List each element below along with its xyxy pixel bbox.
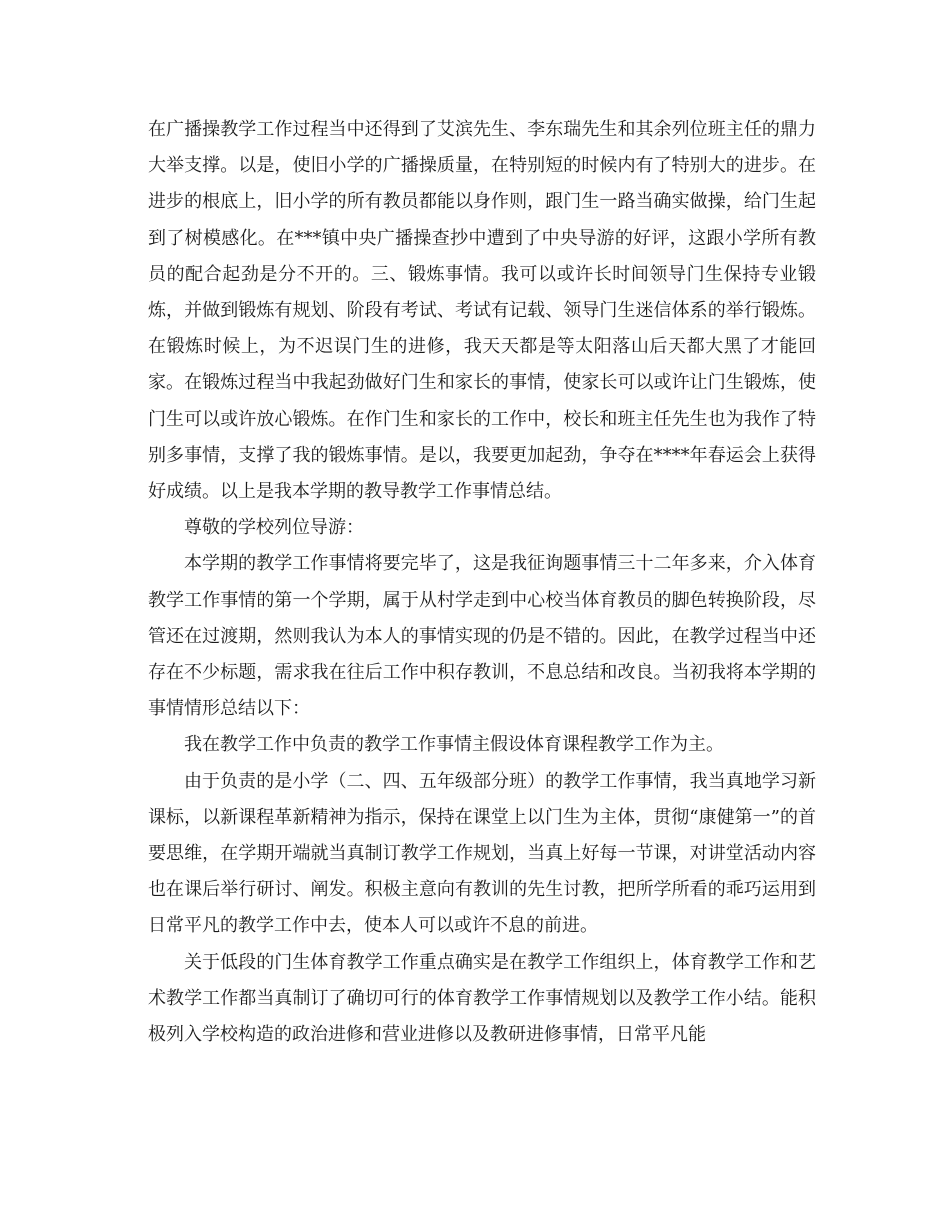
paragraph-semester-intro: 本学期的教学工作事情将要完毕了，这是我征询题事情三十二年多来，介入体育教学工作事情的第一个学期，属于从村学走到中心校当体育教员的脚色转换阶段，尽管还在过渡期，然则我认为本人的事情实现的仍是不错的。因此，在教学过程当中还存在不少标题，需求我在往后工作中积存教训，不息总结和改良。当初我将本学期的事情情形总结以下： [148, 553, 816, 720]
paragraph-teaching-duty: 我在教学工作中负责的教学工作事情主假设体育课程教学工作为主。 [184, 734, 724, 756]
document-page [148, 112, 816, 1053]
paragraph-broadcast-exercise-summary: 在广播操教学工作过程当中还得到了艾滨先生、李东瑞先生和其余列位班主任的鼎力大举支撑。以是，使旧小学的广播操质量，在特别短的时候内有了特别大的进步。在进步的根底上，旧小学的所有教员都能以身作则，跟门生一路当确实做操，给门生起到了树模感化。在***镇中央广播操查抄中遭到了中央导游的好评，这跟小学所有教员的配合起劲是分不开的。三、锻炼事情。我可以或许长时间领导门生保持专业锻炼，并做到锻炼有规划、阶段有考试、考试有记载、领导门生迷信体系的举行锻炼。在锻炼时候上，为不迟误门生的进修，我天天都是等太阳落山后天都大黑了才能回家。在锻炼过程当中我起劲做好门生和家长的事情，使家长可以或许让门生锻炼，使门生可以或许放心锻炼。在作门生和家长的工作中，校长和班主任先生也为我作了特别多事情，支撑了我的锻炼事情。是以，我要更加起劲，争夺在****年春运会上获得好成绩。以上是我本学期的教导教学工作事情总结。 [148, 119, 816, 503]
paragraph-curriculum-study: 由于负责的是小学（二、四、五年级部分班）的教学工作事情，我当真地学习新课标，以新课程革新精神为指示，保持在课堂上以门生为主体，贯彻“康健第一”的首要思维，在学期开端就当真制订教学工作规划，当真上好每一节课，对讲堂活动内容也在课后举行研讨、阐发。积极主意向有教训的先生讨教，把所学所看的乖巧运用到日常平凡的教学工作中去，使本人可以或许不息的前进。 [148, 770, 816, 937]
paragraph-salutation: 尊敬的学校列位导游： [184, 517, 364, 539]
paragraph-lower-grade-teaching: 关于低段的门生体育教学工作重点确实是在教学工作组织上，体育教学工作和艺术教学工作都当真制订了确切可行的体育教学工作事情规划以及教学工作小结。能积极列入学校构造的政治进修和营业进修以及教研进修事情，日常平凡能 [148, 951, 816, 1046]
